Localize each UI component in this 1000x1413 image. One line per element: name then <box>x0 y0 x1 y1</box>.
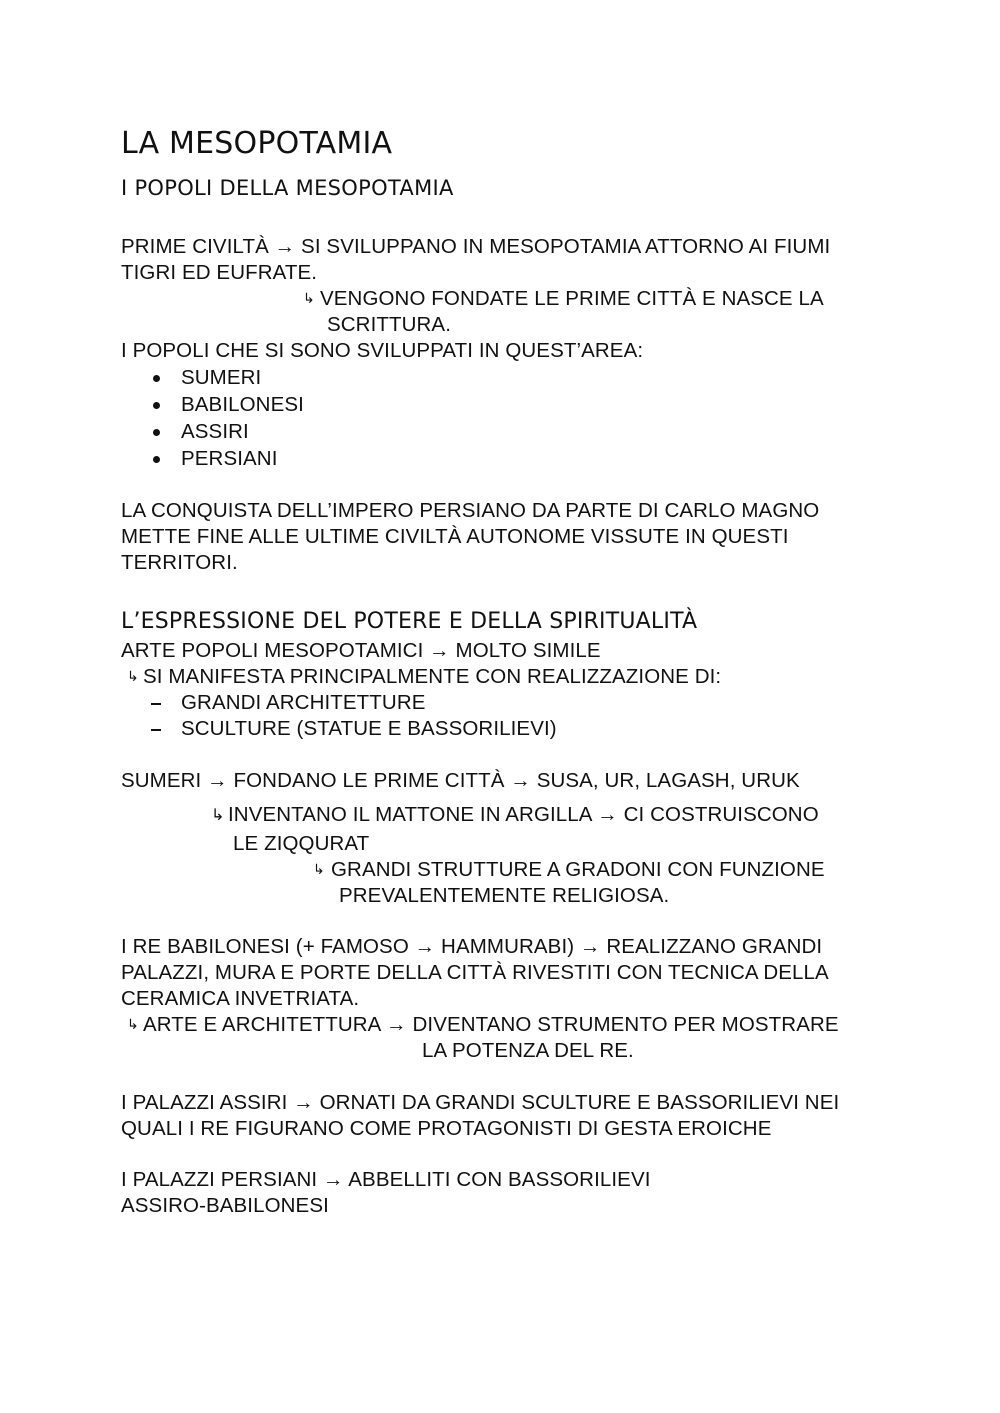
list-item: BABILONESI <box>181 393 304 416</box>
section-heading-popoli: I POPOLI DELLA MESOPOTAMIA <box>121 176 454 200</box>
paragraph-line: SCRITTURA. <box>327 313 451 336</box>
paragraph-line: SUMERI → FONDANO LE PRIME CITTÀ → SUSA, UR, LAGASH, URUK <box>121 769 800 792</box>
sub-arrow-icon: ↳ <box>303 291 315 307</box>
paragraph-line: LE ZIQQURAT <box>233 832 370 855</box>
paragraph-line: QUALI I RE FIGURANO COME PROTAGONISTI DI GESTA EROICHE <box>121 1117 772 1140</box>
paragraph-line: INVENTANO IL MATTONE IN ARGILLA → CI COSTRUISCONO <box>228 803 819 826</box>
page-title: LA MESOPOTAMIA <box>121 126 393 161</box>
paragraph-line: I RE BABILONESI (+ FAMOSO → HAMMURABI) → REALIZZANO GRANDI <box>121 935 823 958</box>
bullet-icon <box>153 456 160 463</box>
paragraph-line: GRANDI STRUTTURE A GRADONI CON FUNZIONE <box>331 858 825 881</box>
list-item: SCULTURE (STATUE E BASSORILIEVI) <box>181 717 557 740</box>
paragraph-line: PALAZZI, MURA E PORTE DELLA CITTÀ RIVESTITI CON TECNICA DELLA <box>121 961 829 984</box>
sub-arrow-icon: ↳ <box>127 1017 139 1033</box>
paragraph-line: CERAMICA INVETRIATA. <box>121 987 360 1010</box>
paragraph-line: I PALAZZI PERSIANI → ABBELLITI CON BASSORILIEVI <box>121 1168 651 1191</box>
paragraph-line: LA POTENZA DEL RE. <box>422 1039 634 1062</box>
paragraph-line: PRIME CIVILTÀ → SI SVILUPPANO IN MESOPOTAMIA ATTORNO AI FIUMI <box>121 235 831 258</box>
bullet-icon <box>153 402 160 409</box>
paragraph-line: TIGRI ED EUFRATE. <box>121 261 318 284</box>
dash-icon <box>151 703 161 705</box>
sub-arrow-icon: ↳ <box>313 862 325 878</box>
list-item: PERSIANI <box>181 447 278 470</box>
dash-icon <box>151 729 161 731</box>
list-intro: I POPOLI CHE SI SONO SVILUPPATI IN QUEST’AREA: <box>121 339 644 362</box>
bullet-icon <box>153 429 160 436</box>
paragraph-line: PREVALENTEMENTE RELIGIOSA. <box>339 884 670 907</box>
paragraph-line: SI MANIFESTA PRINCIPALMENTE CON REALIZZAZIONE DI: <box>143 665 722 688</box>
paragraph-line: METTE FINE ALLE ULTIME CIVILTÀ AUTONOME VISSUTE IN QUESTI <box>121 525 789 548</box>
paragraph-line: ARTE E ARCHITETTURA → DIVENTANO STRUMENTO PER MOSTRARE <box>143 1013 839 1036</box>
paragraph-line: VENGONO FONDATE LE PRIME CITTÀ E NASCE LA <box>320 287 824 310</box>
paragraph-line: ASSIRO-BABILONESI <box>121 1194 329 1217</box>
paragraph-line: LA CONQUISTA DELL’IMPERO PERSIANO DA PARTE DI CARLO MAGNO <box>121 499 820 522</box>
list-item: SUMERI <box>181 366 262 389</box>
bullet-icon <box>153 375 160 382</box>
sub-arrow-icon: ↳ <box>127 669 139 685</box>
paragraph-line: ARTE POPOLI MESOPOTAMICI → MOLTO SIMILE <box>121 639 601 662</box>
sub-arrow-icon: ↳ <box>211 805 225 824</box>
list-item: GRANDI ARCHITETTURE <box>181 691 426 714</box>
section-heading-espressione: L’ESPRESSIONE DEL POTERE E DELLA SPIRITUALITÀ <box>121 609 698 634</box>
paragraph-line: TERRITORI. <box>121 551 238 574</box>
list-item: ASSIRI <box>181 420 249 443</box>
paragraph-line: I PALAZZI ASSIRI → ORNATI DA GRANDI SCULTURE E BASSORILIEVI NEI <box>121 1091 840 1114</box>
